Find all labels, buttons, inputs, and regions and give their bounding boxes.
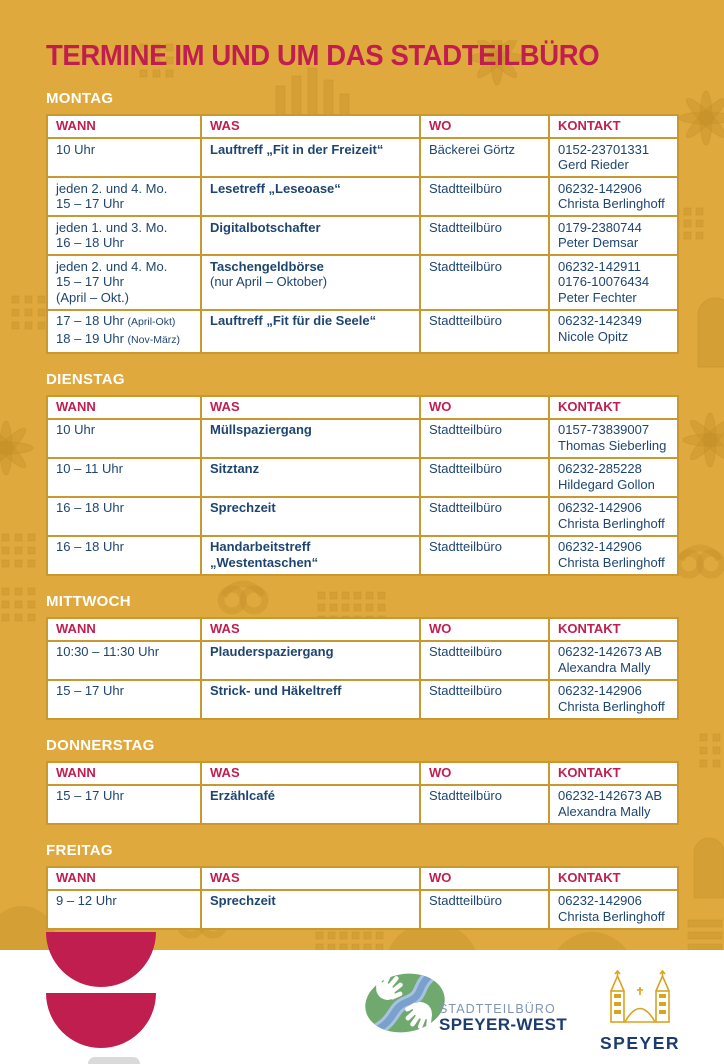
text-segment: 16 – 18 Uhr (56, 235, 124, 250)
cell-line (558, 461, 669, 477)
cell-line (210, 142, 411, 158)
text-segment: Stadtteilbüro (429, 788, 502, 803)
flyer-content (0, 40, 724, 930)
cell-line (429, 142, 540, 158)
table-row (47, 641, 678, 680)
cell-line (429, 500, 540, 516)
day-section-donnerstag (46, 737, 678, 825)
cell-wann (47, 680, 201, 719)
cell-line (558, 660, 669, 676)
text-segment: 06232-142911 (558, 258, 641, 274)
day-label: DIENSTAG (46, 370, 125, 388)
schedule-table (46, 395, 679, 576)
cell-kontakt (549, 419, 678, 458)
text-segment: Erzählcafé (210, 788, 276, 803)
cell-wo (420, 785, 549, 824)
decor-halfdisc-3 (88, 1057, 140, 1064)
cell-wo (420, 419, 549, 458)
schedule-table (46, 761, 679, 825)
text-segment: (nur April – Oktober) (210, 274, 328, 289)
table-row (47, 419, 678, 458)
table-row (47, 255, 678, 310)
text-segment: Christa Berlinghoff (558, 196, 665, 211)
text-segment: Müllspaziergang (210, 422, 312, 437)
cell-line (429, 461, 540, 477)
cell-line (429, 788, 540, 804)
cell-line (558, 516, 669, 532)
cell-was (201, 138, 420, 177)
cell-line (56, 220, 192, 236)
cell-wo (420, 458, 549, 497)
table-row (47, 680, 678, 719)
cell-kontakt (549, 536, 678, 575)
cell-was (201, 310, 420, 353)
text-segment: 18 – 19 Uhr (56, 330, 128, 346)
cell-was (201, 458, 420, 497)
cell-wo (420, 310, 549, 353)
cell-wo (420, 641, 549, 680)
text-segment: Christa Berlinghoff (558, 515, 665, 531)
cell-kontakt (549, 497, 678, 536)
cell-wann (47, 785, 201, 824)
text-segment: 0157-73839007 (558, 422, 650, 437)
cathedral-icon (598, 969, 682, 1027)
text-segment: Stadtteilbüro (429, 461, 502, 476)
cell-wann (47, 641, 201, 680)
cell-was (201, 890, 420, 929)
cell-line (429, 313, 540, 329)
text-segment: 06232-142673 AB (558, 644, 663, 659)
header-row (47, 396, 678, 419)
cell-line (558, 290, 669, 306)
text-segment: Lesetreff „Leseoase“ (210, 180, 341, 196)
text-segment: Stadtteilbüro (429, 219, 502, 235)
table-row (47, 890, 678, 929)
cell-line (210, 313, 411, 329)
cell-kontakt (549, 138, 678, 177)
cell-line (210, 788, 411, 804)
logo-west-line1: STADTTEILBÜRO (439, 1002, 556, 1016)
cell-line (558, 259, 669, 275)
cell-wann (47, 497, 201, 536)
cell-line (558, 477, 669, 493)
cell-wo (420, 255, 549, 310)
column-header: WO (420, 618, 549, 641)
text-segment: Sprechzeit (210, 500, 276, 515)
text-segment: 06232-142906 (558, 539, 642, 554)
cell-line (558, 220, 669, 236)
header-row (47, 762, 678, 785)
text-segment: 10 Uhr (56, 141, 96, 157)
cell-line (56, 500, 192, 516)
schedule-table (46, 114, 679, 354)
text-segment: 06232-142906 (558, 500, 642, 515)
stadtteilbuero-speyer-west-logo (363, 971, 567, 1035)
cell-line (558, 500, 669, 516)
cell-wann (47, 419, 201, 458)
column-header: KONTAKT (549, 396, 678, 419)
cell-line (558, 142, 669, 158)
cell-line (210, 274, 411, 290)
text-segment: Sprechzeit (210, 893, 276, 908)
cell-kontakt (549, 785, 678, 824)
cell-line (558, 893, 669, 909)
column-header: WO (420, 867, 549, 890)
cell-was (201, 785, 420, 824)
cell-wann (47, 458, 201, 497)
column-header: KONTAKT (549, 762, 678, 785)
day-label: MONTAG (46, 90, 114, 107)
cell-line (558, 788, 669, 804)
cell-wann (47, 177, 201, 216)
cell-line (558, 644, 669, 660)
cell-kontakt (549, 255, 678, 310)
day-section-mittwoch (46, 593, 678, 720)
text-segment: Stadtteilbüro (429, 644, 502, 659)
text-segment: Stadtteilbüro (429, 422, 502, 437)
column-header: KONTAKT (549, 115, 678, 138)
header-row (47, 115, 678, 138)
cell-line (558, 274, 669, 290)
text-segment: Christa Berlinghoff (558, 698, 665, 714)
text-segment: Taschengeldbörse (210, 258, 324, 274)
column-header: WANN (47, 115, 201, 138)
cell-was (201, 255, 420, 310)
text-segment: Plauderspaziergang (210, 644, 334, 659)
cell-line (210, 683, 411, 699)
cell-line (56, 274, 192, 290)
day-section-montag (46, 90, 678, 354)
speyer-logo (598, 969, 682, 1054)
cell-line (558, 196, 669, 212)
cell-wo (420, 138, 549, 177)
text-segment: „Westentaschen“ (210, 554, 319, 570)
cell-line (210, 500, 411, 516)
cell-wann (47, 536, 201, 575)
cell-kontakt (549, 310, 678, 353)
cell-line (56, 539, 192, 555)
text-segment: 15 – 17 Uhr (56, 196, 124, 211)
cell-wann (47, 216, 201, 255)
cell-line (56, 331, 192, 349)
cell-line (56, 422, 192, 438)
day-label: MITTWOCH (46, 592, 131, 610)
text-segment: Stadtteilbüro (429, 683, 502, 698)
column-header: WANN (47, 396, 201, 419)
text-segment: 16 – 18 Uhr (56, 539, 124, 554)
cell-line (56, 235, 192, 251)
cell-line (558, 683, 669, 699)
text-segment: 10 Uhr (56, 422, 96, 437)
column-header: WANN (47, 867, 201, 890)
text-segment: Sitztanz (210, 461, 260, 476)
text-segment: (Nov-März) (127, 333, 181, 346)
text-segment: Stadtteilbüro (429, 539, 502, 554)
table-row (47, 216, 678, 255)
text-segment: Stadtteilbüro (429, 313, 502, 328)
cell-was (201, 641, 420, 680)
text-segment: Christa Berlinghoff (558, 554, 665, 570)
text-segment: jeden 1. und 3. Mo. (56, 219, 168, 235)
text-segment: Bäckerei Görtz (429, 141, 515, 157)
text-segment: Christa Berlinghoff (558, 908, 665, 924)
text-segment: (April – Okt.) (56, 289, 129, 305)
cell-wann (47, 890, 201, 929)
cell-kontakt (549, 641, 678, 680)
text-segment: Thomas Sieberling (558, 437, 667, 453)
text-segment: Stadtteilbüro (429, 258, 502, 274)
speyer-logo-label: SPEYER (600, 1033, 680, 1053)
cell-line (558, 181, 669, 197)
table-row (47, 497, 678, 536)
column-header: KONTAKT (549, 618, 678, 641)
cell-line (56, 196, 192, 212)
text-segment: 06232-142673 AB (558, 788, 663, 803)
cell-line (210, 461, 411, 477)
page-title: TERMINE IM UND UM DAS STADTEILBÜRO (46, 40, 600, 72)
text-segment: 15 – 17 Uhr (56, 683, 124, 698)
text-segment: 0152-23701331 (558, 141, 650, 157)
cell-line (56, 461, 192, 477)
text-segment: 0179-2380744 (558, 219, 642, 235)
cell-line (429, 644, 540, 660)
text-segment: Digitalbotschafter (210, 219, 321, 235)
text-segment: 9 – 12 Uhr (56, 893, 117, 908)
cell-line (210, 220, 411, 236)
day-sections (46, 90, 678, 930)
cell-line (429, 422, 540, 438)
text-segment: Alexandra Mally (558, 659, 651, 675)
hands-river-ellipse-icon (363, 971, 447, 1035)
cell-kontakt (549, 458, 678, 497)
cell-line (56, 313, 192, 331)
cell-line (429, 220, 540, 236)
cell-line (558, 422, 669, 438)
text-segment: 16 – 18 Uhr (56, 500, 124, 515)
day-label: DONNERSTAG (46, 736, 155, 754)
cell-line (56, 788, 192, 804)
text-segment: 17 – 18 Uhr (56, 313, 128, 328)
cell-line (558, 909, 669, 925)
cell-line (558, 539, 669, 555)
text-segment: Lauftreff „Fit in der Freizeit“ (210, 141, 384, 157)
text-segment: 0176-10076434 (558, 274, 650, 289)
cell-was (201, 497, 420, 536)
cell-line (429, 181, 540, 197)
table-row (47, 458, 678, 497)
column-header: WAS (201, 867, 420, 890)
cell-line (210, 181, 411, 197)
text-segment: jeden 2. und 4. Mo. (56, 180, 168, 196)
text-segment: 10 – 11 Uhr (56, 461, 123, 476)
cell-line (56, 259, 192, 275)
text-segment: Nicole Opitz (558, 328, 629, 344)
cell-wo (420, 890, 549, 929)
column-header: WANN (47, 762, 201, 785)
cell-kontakt (549, 680, 678, 719)
cell-line (558, 438, 669, 454)
cell-was (201, 680, 420, 719)
cell-line (558, 313, 669, 329)
column-header: WO (420, 396, 549, 419)
column-header: WO (420, 115, 549, 138)
text-segment: Alexandra Mally (558, 803, 651, 819)
cell-line (56, 290, 192, 306)
cell-line (429, 259, 540, 275)
cell-line (429, 893, 540, 909)
column-header: WO (420, 762, 549, 785)
cell-wo (420, 177, 549, 216)
table-row (47, 177, 678, 216)
schedule-table (46, 866, 679, 930)
text-segment: 06232-142906 (558, 893, 642, 908)
text-segment: 06232-285228 (558, 461, 642, 476)
text-segment: 06232-142906 (558, 683, 642, 698)
column-header: WAS (201, 115, 420, 138)
cell-wann (47, 138, 201, 177)
text-segment: 10:30 – 11:30 Uhr (56, 644, 160, 659)
text-segment: 15 – 17 Uhr (56, 274, 124, 289)
table-row (47, 310, 678, 353)
cell-line (558, 699, 669, 715)
cell-wo (420, 536, 549, 575)
column-header: WANN (47, 618, 201, 641)
text-segment: Stadtteilbüro (429, 500, 502, 515)
text-segment: Strick- und Häkeltreff (210, 683, 342, 698)
column-header: WAS (201, 618, 420, 641)
cell-line (56, 683, 192, 699)
text-segment: Stadtteilbüro (429, 893, 502, 908)
cell-was (201, 536, 420, 575)
cell-line (210, 539, 411, 555)
table-row (47, 536, 678, 575)
day-section-dienstag (46, 371, 678, 576)
text-segment: Lauftreff „Fit für die Seele“ (210, 313, 377, 328)
cell-was (201, 216, 420, 255)
header-row (47, 867, 678, 890)
flyer-page (0, 40, 724, 1064)
cell-line (56, 142, 192, 158)
cell-wo (420, 497, 549, 536)
text-segment: Peter Demsar (558, 235, 639, 250)
cell-line (210, 555, 411, 571)
cell-line (558, 329, 669, 345)
logo-west-text (439, 1002, 567, 1035)
cell-line (210, 644, 411, 660)
cell-kontakt (549, 890, 678, 929)
cell-wann (47, 310, 201, 353)
cell-kontakt (549, 216, 678, 255)
cell-was (201, 177, 420, 216)
cell-wo (420, 216, 549, 255)
cell-line (210, 893, 411, 909)
text-segment: jeden 2. und 4. Mo. (56, 258, 168, 274)
cell-kontakt (549, 177, 678, 216)
cell-line (558, 235, 669, 251)
schedule-table (46, 617, 679, 720)
text-segment: (April-Okt) (127, 316, 176, 328)
cell-wo (420, 680, 549, 719)
cell-line (210, 422, 411, 438)
cell-line (558, 157, 669, 173)
column-header: KONTAKT (549, 867, 678, 890)
text-segment: 06232-142349 (558, 313, 642, 328)
text-segment: Gerd Rieder (558, 157, 629, 172)
cell-line (558, 555, 669, 571)
column-header: WAS (201, 396, 420, 419)
text-segment: Hildegard Gollon (558, 476, 655, 492)
header-row (47, 618, 678, 641)
logo-west-line2: SPEYER-WEST (439, 1015, 568, 1034)
text-segment: Peter Fechter (558, 289, 637, 305)
cell-wann (47, 255, 201, 310)
cell-line (429, 683, 540, 699)
text-segment: 06232-142906 (558, 180, 642, 196)
cell-line (56, 644, 192, 660)
cell-line (56, 181, 192, 197)
cell-line (429, 539, 540, 555)
column-header: WAS (201, 762, 420, 785)
day-label: FREITAG (46, 841, 113, 859)
cell-was (201, 419, 420, 458)
text-segment: Handarbeitstreff (210, 539, 311, 554)
day-section-freitag (46, 842, 678, 930)
cell-line (210, 259, 411, 275)
cell-line (558, 804, 669, 820)
text-segment: Stadtteilbüro (429, 180, 502, 196)
text-segment: 15 – 17 Uhr (56, 788, 124, 803)
table-row (47, 138, 678, 177)
table-row (47, 785, 678, 824)
cell-line (56, 893, 192, 909)
